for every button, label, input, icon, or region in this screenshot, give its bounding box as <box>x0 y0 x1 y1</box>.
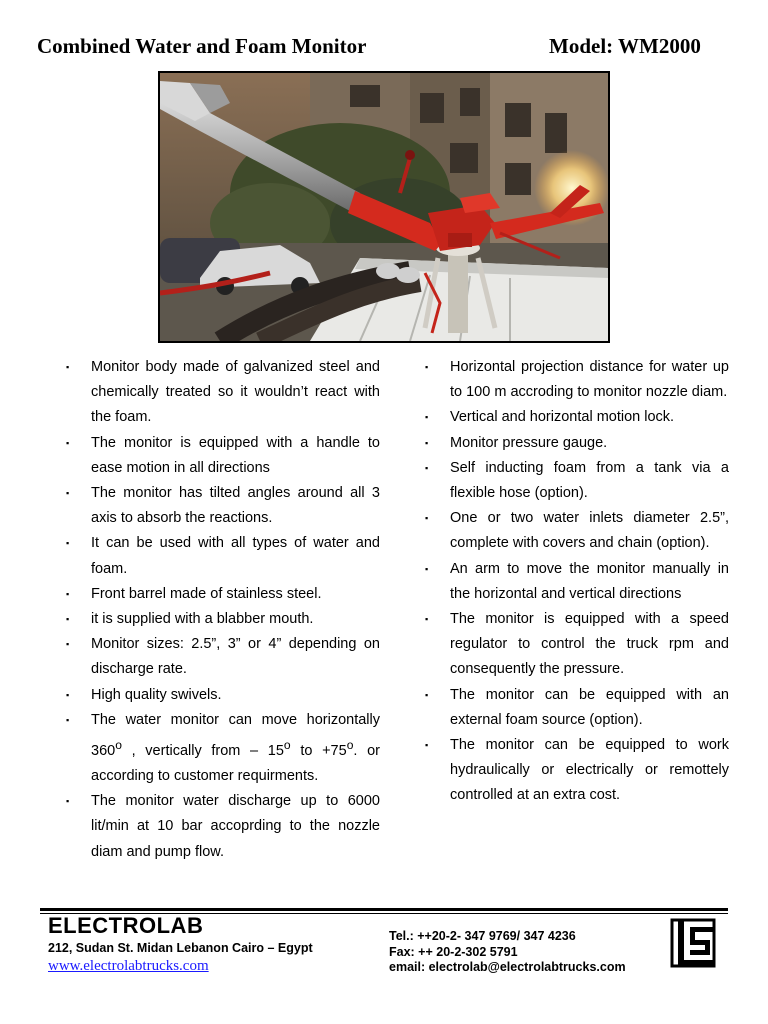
feature-text: The monitor has tilted angles around all 3 axis to absorb the reactions. <box>91 485 380 527</box>
telephone: Tel.: ++20-2- 347 9769/ 347 4236 <box>389 929 576 943</box>
feature-text: Self inducting foam from a tank via a flexible hose (option). <box>450 459 729 502</box>
list-item: ▪ The water monitor can move horizontally 360$^o$ , vertically from – 15$^o$ to $+75^o$. or according to customer requirments. <box>66 708 380 789</box>
text-segment: to +75 <box>290 742 347 759</box>
list-item: ▪ It can be used with all types of water and foam. <box>66 531 380 581</box>
list-item: ▪ Horizontal projection distance for water up to 100 m accroding to monitor nozzle diam. <box>425 355 729 405</box>
list-item: ▪ The monitor water discharge up to 6000 lit/min at 10 bar accoprding to the nozzle diam and pump flow. <box>66 789 380 865</box>
features-column-right <box>425 355 729 809</box>
feature-text: Front barrel made of stainless steel. <box>91 585 322 602</box>
website-link[interactable]: www.electrolabtrucks.com <box>48 958 209 974</box>
list-item: ▪ Monitor sizes: 2.5”, 3” or 4” depending on discharge rate. <box>66 632 380 682</box>
feature-text: Monitor body made of galvanized steel and chemically treated so it wouldn’t react with the foam. <box>91 359 380 426</box>
list-item: ▪ High quality swivels. <box>66 683 380 708</box>
feature-text: Monitor sizes: 2.5”, 3” or 4” depending on discharge rate. <box>91 636 380 678</box>
list-item: ▪ The monitor can be equipped to work hydraulically or electrically or remottely controlled at an extra cost. <box>425 733 729 809</box>
list-item: ▪ Monitor body made of galvanized steel and chemically treated so it wouldn’t react with the foam. <box>66 355 380 431</box>
feature-text: Vertical and horizontal motion lock. <box>450 409 675 426</box>
list-item: ▪ The monitor can be equipped with an external foam source (option). <box>425 683 729 733</box>
list-item: ▪ Self inducting foam from a tank via a flexible hose (option). <box>425 456 729 506</box>
feature-text: Horizontal projection distance for water up to 100 m accroding to monitor nozzle diam. <box>450 359 729 401</box>
feature-text: The monitor can be equipped with an external foam source (option). <box>450 686 729 728</box>
list-item: ▪ One or two water inlets diameter 2.5”, complete with covers and chain (option). <box>425 506 729 556</box>
feature-text: it is supplied with a blabber mouth. <box>91 611 314 628</box>
degree-mark: o <box>283 738 291 753</box>
degree-mark: o <box>115 738 122 753</box>
degree-mark: o <box>346 738 354 753</box>
model-number: Model: WM2000 <box>549 34 701 58</box>
list-item: ▪ The monitor has tilted angles around all 3 axis to absorb the reactions. <box>66 481 380 531</box>
feature-text: High quality swivels. <box>91 686 222 703</box>
footer-divider <box>40 908 728 911</box>
list-item: ▪ Monitor pressure gauge. <box>425 431 729 456</box>
list-item: ▪ An arm to move the monitor manually in the horizontal and vertical directions <box>425 557 729 607</box>
feature-text: It can be used with all types of water and foam. <box>91 535 380 577</box>
feature-text: One or two water inlets diameter 2.5”, complete with covers and chain (option). <box>450 510 729 552</box>
features-column-left <box>66 355 380 865</box>
list-item: ▪ it is supplied with a blabber mouth. <box>66 607 380 632</box>
page-title: Combined Water and Foam Monitor <box>37 34 367 58</box>
list-item: ▪ Front barrel made of stainless steel. <box>66 582 380 607</box>
text-segment: , vertically from – 15 <box>121 742 284 759</box>
email: email: electrolab@electrolabtrucks.com <box>389 960 626 974</box>
company-address: 212, Sudan St. Midan Lebanon Cairo – Egypt <box>48 941 313 955</box>
feature-text: The monitor can be equipped to work hydraulically or electrically or remottely controlled at an extra cost. <box>450 737 729 804</box>
text-segment: . or according to customer requirments. <box>91 742 381 785</box>
feature-text: Monitor pressure gauge. <box>450 434 608 451</box>
list-item: ▪ The monitor is equipped with a handle to ease motion in all directions <box>66 431 380 481</box>
feature-text: An arm to move the monitor manually in the horizontal and vertical directions <box>450 560 729 602</box>
electrolab-logo-icon <box>670 918 716 968</box>
company-name: ELECTROLAB <box>48 913 204 938</box>
product-photo <box>158 71 610 343</box>
text-segment: The water monitor can move horizontally 360 <box>91 711 380 759</box>
feature-text: The monitor is equipped with a speed regulator to control the truck rpm and consequently the pressure. <box>450 611 729 678</box>
fax: Fax: ++ 20-2-302 5791 <box>389 945 518 959</box>
list-item: ▪ Vertical and horizontal motion lock. <box>425 405 729 430</box>
feature-text <box>91 708 380 789</box>
list-item: ▪ The monitor is equipped with a speed regulator to control the truck rpm and consequently the pressure. <box>425 607 729 683</box>
feature-text: The monitor is equipped with a handle to ease motion in all directions <box>91 434 380 476</box>
feature-text: The monitor water discharge up to 6000 lit/min at 10 bar accoprding to the nozzle diam and pump flow. <box>91 793 380 860</box>
